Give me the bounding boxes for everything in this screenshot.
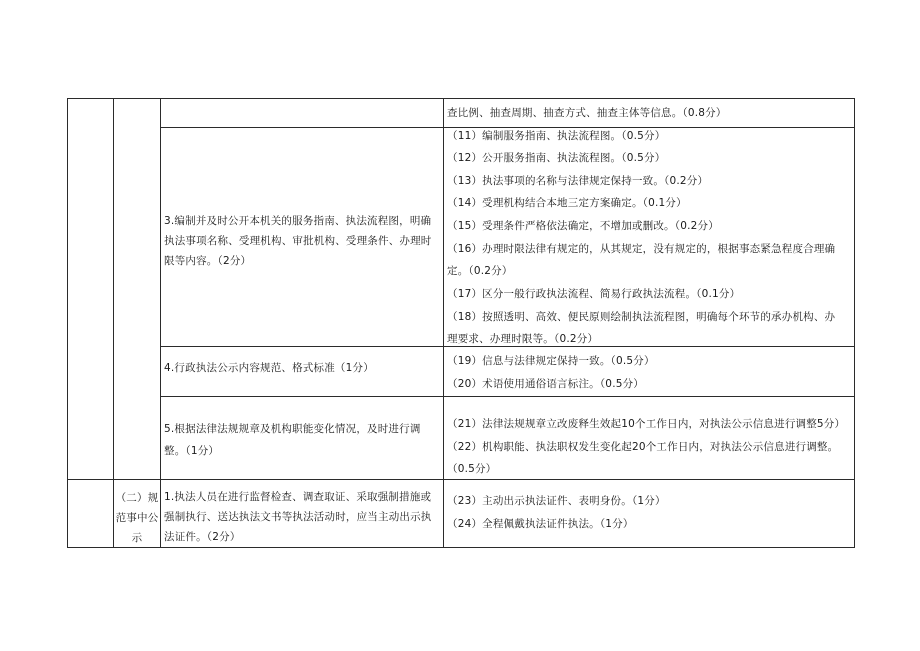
item-24: （24）全程佩戴执法证件执法。（1分） [447, 518, 634, 530]
item-19: （19）信息与法律规定保持一致。（0.5分） [447, 355, 655, 367]
row-divider-4 [67, 479, 854, 480]
column-divider-1 [113, 98, 114, 548]
item-16-line1: （16）办理时限法律有规定的，从其规定，没有规定的，根据事态紧急程度合理确 [447, 243, 836, 255]
item-14: （14）受理机构结合本地三定方案确定。（0.1分） [447, 197, 687, 209]
item-20: （20）术语使用通俗语言标注。（0.5分） [447, 378, 645, 390]
item-13: （13）执法事项的名称与法律规定保持一致。（0.2分） [447, 175, 709, 187]
column-divider-3 [443, 98, 444, 548]
item-18-line1: （18）按照透明、高效、便民原则绘制执法流程图，明确每个环节的承办机构、办 [447, 311, 836, 323]
item-16-line2: 定。（0.2分） [447, 265, 513, 277]
item-22: （22）机构职能、执法职权发生变化起20个工作日内，对执法公示信息进行调整。 [447, 441, 839, 453]
item-23: （23）主动出示执法证件、表明身份。（1分） [447, 495, 666, 507]
row-divider-1 [160, 127, 854, 128]
item-21: （21）法律法规规章立改废释生效起10个工作日内，对执法公示信息进行调整5分） [447, 418, 846, 430]
table-bottom-border [67, 547, 854, 548]
item-12: （12）公开服务指南、执法流程图。（0.5分） [447, 152, 666, 164]
item-11: （11）编制服务指南、执法流程图。（0.5分） [447, 130, 666, 142]
item-17: （17）区分一般行政执法流程、简易行政执法流程。（0.1分） [447, 288, 741, 300]
table-left-border [67, 98, 68, 548]
item-continued: 查比例、抽查周期、抽查方式、抽查主体等信息。（0.8分） [447, 107, 727, 119]
section-label: （二）规范事中公示 [115, 492, 159, 544]
row-divider-3 [160, 396, 854, 397]
column-divider-2 [160, 98, 161, 548]
criterion-3: 3.编制并及时公开本机关的服务指南、执法流程图，明确执法事项名称、受理机构、审批机构、受理条件、办理时限等内容。（2分） [164, 215, 432, 267]
item-15: （15）受理条件严格依法确定，不增加或删改。（0.2分） [447, 220, 719, 232]
item-22-cont: （0.5分） [447, 463, 497, 475]
criterion-1: 1.执法人员在进行监督检查、调查取证、采取强制措施或强制执行、送达执法文书等执法活动时，应当主动出示执法证件。（2分） [164, 491, 432, 543]
row-divider-2 [160, 346, 854, 347]
table-top-border [67, 98, 854, 99]
table-right-border [854, 98, 855, 548]
criterion-4: 4.行政执法公示内容规范、格式标准（1分） [164, 362, 374, 374]
criterion-5: 5.根据法律法规规章及机构职能变化情况，及时进行调整。（1分） [164, 423, 421, 457]
item-18-line2: 理要求、办理时限等。（0.2分） [447, 333, 599, 345]
